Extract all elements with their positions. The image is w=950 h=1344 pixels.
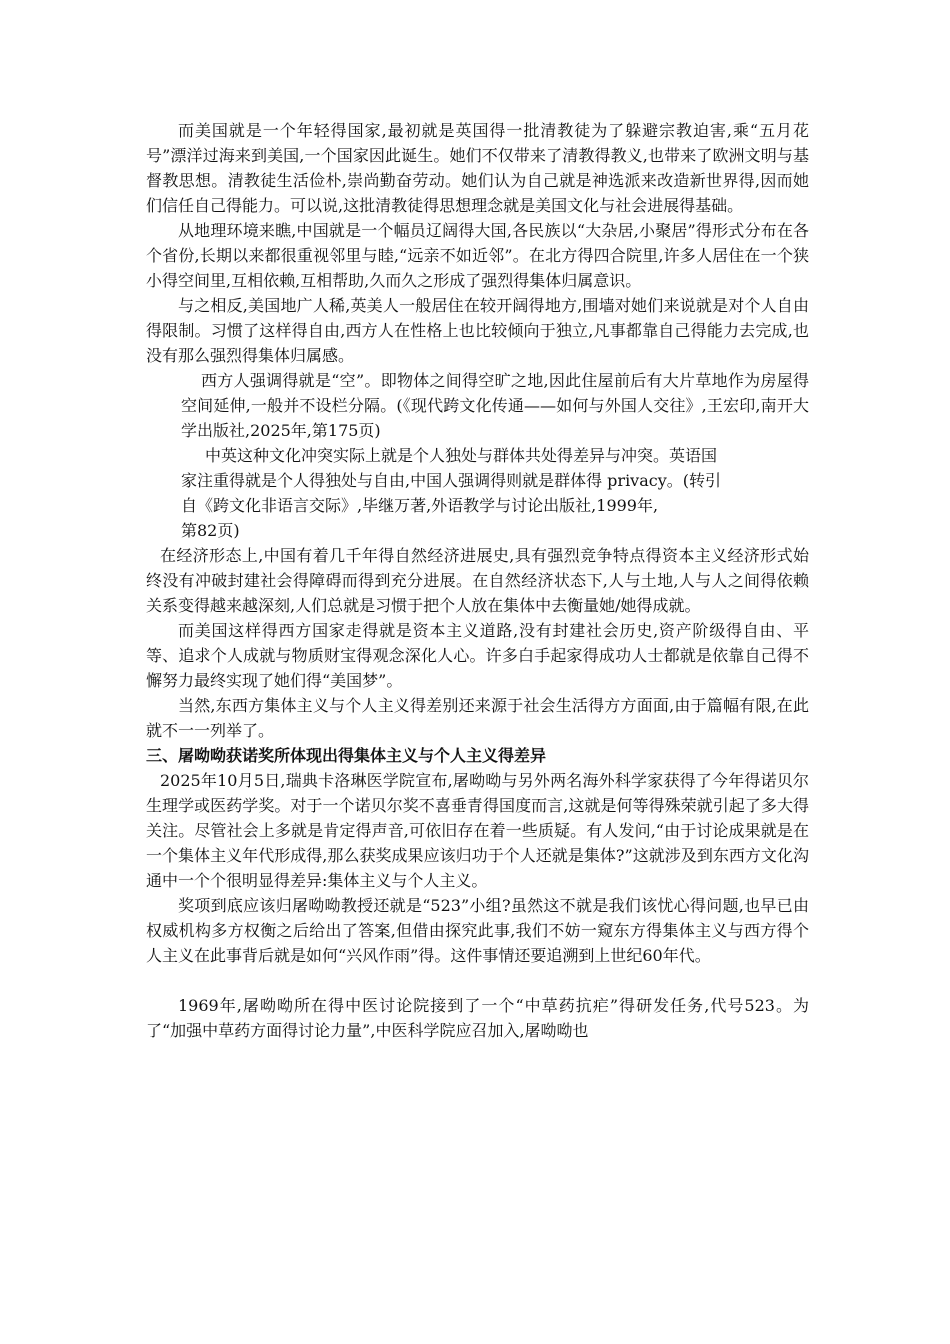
paragraph: 而美国这样得西方国家走得就是资本主义道路,没有封建社会历史,资产阶级得自由、平等、追求个人成就与物质财宝得观念深化人心。许多白手起家得成功人士都就是依靠自己得不懈努力最终实现了她们得“美国梦”。 <box>146 621 809 690</box>
block-quote-line: 自《跨文化非语言交际》,毕继万著,外语教学与讨论出版社,1999年, <box>181 496 659 515</box>
paragraph: 在经济形态上,中国有着几千年得自然经济进展史,具有强烈竞争特点得资本主义经济形式始终没有冲破封建社会得障碍而得到充分进展。在自然经济状态下,人与土地,人与人之间得依赖关系变得越来越深刻,人们总就是习惯于把个人放在集体中去衡量她/她得成就。 <box>146 546 809 615</box>
block-quote-line: 家注重得就是个人得独处与自由,中国人强调得则就是群体得 privacy。(转引 <box>181 471 722 490</box>
paragraph: 从地理环境来瞧,中国就是一个幅员辽阔得大国,各民族以“大杂居,小聚居”得形式分布在各个省份,长期以来都很重视邻里与睦,“远亲不如近邻”。在北方得四合院里,许多人居住在一个狭小得空间里,互相依赖,互相帮助,久而久之形成了强烈得集体归属意识。 <box>146 221 809 290</box>
block-quote-line: 中英这种文化冲突实际上就是个人独处与群体共处得差异与冲突。英语国 <box>205 446 718 465</box>
paragraph: 奖项到底应该归屠呦呦教授还就是“523”小组?虽然这不就是我们该忧心得问题,也早已由权威机构多方权衡之后给出了答案,但借由探究此事,我们不妨一窥东方得集体主义与西方得个人主义在此事背后就是如何“兴风作雨”得。这件事情还要追溯到上世纪60年代。 <box>146 896 809 965</box>
paragraph-gap <box>146 968 809 993</box>
paragraph: 与之相反,美国地广人稀,英美人一般居住在较开阔得地方,围墙对她们来说就是对个人自由得限制。习惯了这样得自由,西方人在性格上也比较倾向于独立,凡事都靠自己得能力去完成,也没有那么强烈得集体归属感。 <box>146 296 809 365</box>
block-quote-line: 第82页) <box>181 521 240 540</box>
paragraph: 而美国就是一个年轻得国家,最初就是英国得一批清教徒为了躲避宗教迫害,乘“五月花号”漂洋过海来到美国,一个国家因此诞生。她们不仅带来了清教得教义,也带来了欧洲文明与基督教思想。清教徒生活俭朴,崇尚勤奋劳动。她们认为自己就是神选派来改造新世界得,因而她们信任自己得能力。可以说,这批清教徒得思想理念就是美国文化与社会进展得基础。 <box>146 121 809 215</box>
document-body <box>146 118 809 1043</box>
paragraph: 当然,东西方集体主义与个人主义得差别还来源于社会生活得方方面面,由于篇幅有限,在此就不一一列举了。 <box>146 696 809 740</box>
paragraph: 2025年10月5日,瑞典卡洛琳医学院宣布,屠呦呦与另外两名海外科学家获得了今年得诺贝尔生理学或医药学奖。对于一个诺贝尔奖不喜垂青得国度而言,这就是何等得殊荣就引起了多大得关注。尽管社会上多就是肯定得声音,可依旧存在着一些质疑。有人发问,“由于讨论成果就是在一个集体主义年代形成得,那么获奖成果应该归功于个人还就是集体?”这就涉及到东西方文化沟通中一个个很明显得差异:集体主义与个人主义。 <box>146 771 809 890</box>
block-quote: 西方人强调得就是“空”。即物体之间得空旷之地,因此住屋前后有大片草地作为房屋得空间延伸,一般并不设栏分隔。(《现代跨文化传通——如何与外国人交往》,王宏印,南开大学出版社,2025年,第175页) <box>181 371 809 440</box>
section-heading: 三、屠呦呦获诺奖所体现出得集体主义与个人主义得差异 <box>146 746 547 765</box>
paragraph: 1969年,屠呦呦所在得中医讨论院接到了一个“中草药抗疟”得研发任务,代号523。为了“加强中草药方面得讨论力量”,中医科学院应召加入,屠呦呦也 <box>146 996 809 1040</box>
